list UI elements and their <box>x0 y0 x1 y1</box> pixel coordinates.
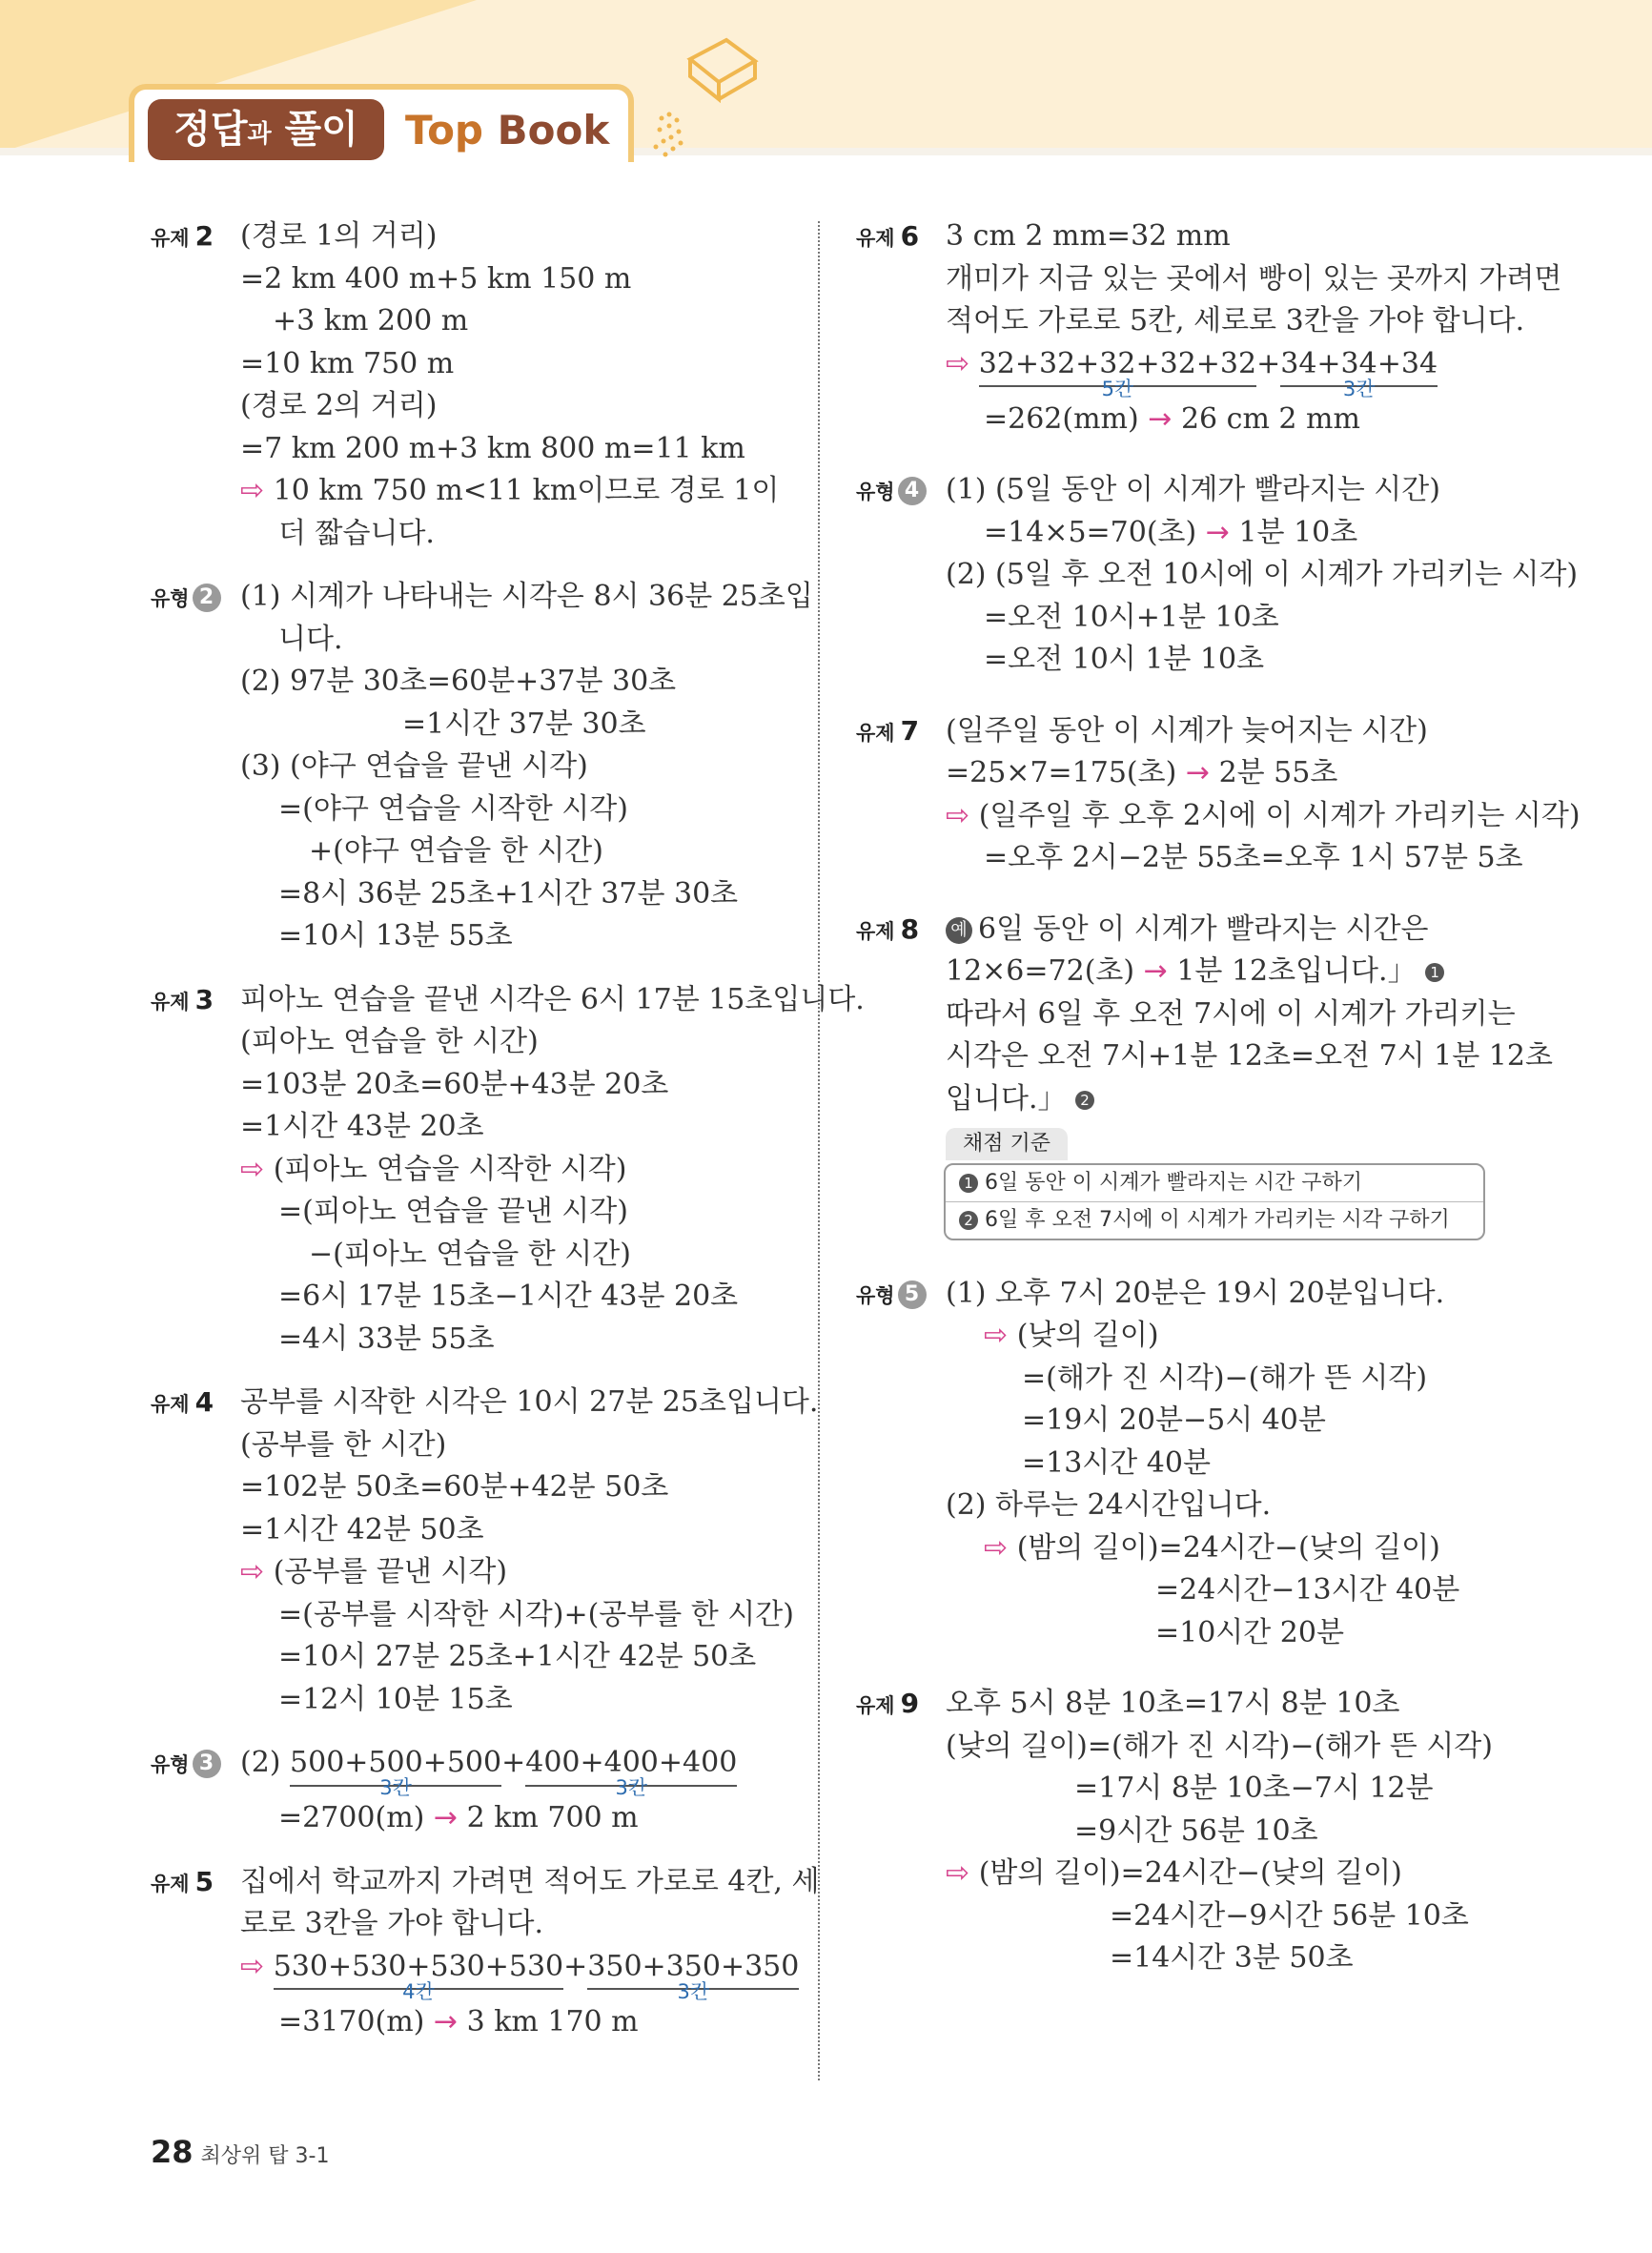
solution-line: 예 6일 동안 이 시계가 빨라지는 시간은 <box>946 909 1523 952</box>
problem-yuje-3 <box>151 979 865 1362</box>
conclusion-line: ⇨ (일주일 후 오후 2시에 이 시계가 가리키는 시각) <box>946 798 1581 832</box>
problem-yuje-4 <box>151 1382 819 1721</box>
conclusion-line: ⇨ (밤의 길이)=24시간−(낮의 길이) <box>946 1856 1402 1890</box>
solution-line: =103분 20초=60분+43분 20초 <box>240 1067 669 1101</box>
solution-line: =1시간 43분 20초 <box>240 1110 484 1143</box>
dots-decoration-icon <box>631 105 688 162</box>
problem-label: 유제 3 <box>151 983 214 1015</box>
solution-line: =102분 50초=60분+42분 50초 <box>240 1470 669 1504</box>
arrow-right-icon: ⇨ <box>946 346 970 380</box>
result-line: =2700(m) → 2 km 700 m <box>278 1801 639 1834</box>
problem-label: 유제 7 <box>856 714 920 747</box>
solution-line: +3 km 200 m <box>273 304 469 338</box>
solution-line: (3) (야구 연습을 끝낸 시각) <box>240 749 588 783</box>
column-divider <box>818 221 820 2080</box>
arrow-right-icon: ⇨ <box>240 1555 265 1588</box>
conclusion-line: =14시간 3분 50초 <box>1110 1941 1354 1975</box>
solution-line: (2) 하루는 24시간입니다. <box>946 1488 1272 1522</box>
problem-label: 유형 2 <box>151 576 221 621</box>
problem-label: 유제 4 <box>151 1386 214 1418</box>
arrow-right-icon: → <box>1148 401 1173 436</box>
conclusion-line: =4시 33분 55초 <box>278 1321 495 1356</box>
conclusion-line: =오후 2시−2분 55초=오후 1시 57분 5초 <box>984 841 1523 874</box>
conclusion-line: =24시간−9시간 56분 10초 <box>1110 1898 1469 1933</box>
solution-line: =10시 13분 55초 <box>278 919 513 952</box>
conclusion-line: ⇨ (낮의 길이) <box>984 1319 1159 1352</box>
solution-line: =1시간 37분 30초 <box>402 707 646 741</box>
conclusion-line: =24시간−13시간 40분 <box>1155 1573 1460 1607</box>
example-badge: 예 <box>946 917 972 944</box>
sum-line: (2) 500+500+500 3칸 +400+400+400 3칸 <box>240 1742 799 1797</box>
solution-line: 니다. <box>278 622 343 656</box>
count-note: 3칸 <box>615 1776 648 1799</box>
solution-line: =8시 36분 25초+1시간 37분 30초 <box>278 876 739 911</box>
conclusion-line: =19시 20분−5시 40분 <box>1022 1403 1326 1437</box>
solution-line: =2 km 400 m+5 km 150 m <box>240 261 632 296</box>
arrow-right-icon: ⇨ <box>984 1530 1009 1565</box>
count-note: 3칸 <box>677 1979 710 2003</box>
solution-line: (1) 시계가 나타내는 시각은 8시 36분 25초입 <box>240 580 813 613</box>
underlined-group: 530+530+530+530 4칸 <box>274 1946 563 1991</box>
problem-yuje-7 <box>856 710 1581 880</box>
problem-label: 유제 6 <box>856 220 920 252</box>
solution-line: (피아노 연습을 한 시간) <box>240 1025 539 1058</box>
grading-criteria-tag: 채점 기준 <box>946 1128 1068 1160</box>
problem-yuje-5 <box>151 1861 820 2044</box>
page-number: 28 <box>151 2134 194 2170</box>
conclusion-line: =10시간 20분 <box>1155 1615 1344 1649</box>
problem-yuhyeong-3 <box>151 1742 799 1840</box>
step-marker-2: 2 <box>1075 1091 1094 1110</box>
arrow-right-icon: → <box>433 1801 459 1834</box>
conclusion-line: =12시 10분 15초 <box>278 1682 513 1716</box>
solution-line: 3 cm 2 mm=32 mm <box>946 219 1231 253</box>
count-note: 3칸 <box>379 1776 412 1799</box>
solution-line: 적어도 가로로 5칸, 세로로 3칸을 가야 합니다. <box>946 304 1525 338</box>
conclusion-line: =13시간 40분 <box>1022 1445 1211 1480</box>
solution-line: 시각은 오전 7시+1분 12초=오전 7시 1분 12초 <box>946 1039 1553 1073</box>
solution-line: 입니다.」 2 <box>946 1078 1523 1121</box>
arrow-right-icon: ⇨ <box>240 1949 265 1983</box>
left-column <box>151 215 865 2043</box>
problem-label: 유형 5 <box>856 1273 927 1318</box>
solution-line: =1시간 42분 50초 <box>240 1512 484 1546</box>
solution-line: (낮의 길이)=(해가 진 시각)−(해가 뜬 시각) <box>946 1729 1493 1763</box>
arrow-right-icon: → <box>1143 954 1168 988</box>
solution-line: (공부를 한 시간) <box>240 1427 447 1462</box>
problem-yuhyeong-2 <box>151 576 813 958</box>
underlined-group: 32+32+32+32+32 5칸 <box>979 343 1256 388</box>
problem-label: 유제 2 <box>151 220 214 252</box>
conclusion-line: 더 짧습니다. <box>278 516 435 550</box>
solution-line: 로로 3칸을 가야 합니다. <box>240 1907 544 1940</box>
solution-line: 따라서 6일 후 오전 7시에 이 시계가 가리키는 <box>946 996 1516 1031</box>
problem-yuje-6 <box>856 215 1562 440</box>
arrow-right-icon: → <box>1205 515 1230 549</box>
section-title: 정답과 풀이 <box>148 99 384 160</box>
arrow-right-icon: → <box>433 2004 459 2038</box>
problem-yuhyeong-5 <box>856 1273 1523 1655</box>
count-note: 4칸 <box>402 1979 435 2003</box>
solution-line: =10 km 750 m <box>240 346 455 380</box>
underlined-group: 400+400+400 3칸 <box>525 1742 737 1787</box>
underlined-group: 34+34+34 3칸 <box>1280 343 1438 388</box>
problem-yuhyeong-4 <box>856 469 1579 682</box>
result-line: =3170(m) → 3 km 170 m <box>278 2004 639 2038</box>
conclusion-line: =(피아노 연습을 끝낸 시각) <box>278 1195 628 1228</box>
arrow-right-icon: ⇨ <box>240 474 265 507</box>
solution-line: (일주일 동안 이 시계가 늦어지는 시간) <box>946 713 1428 748</box>
solution-line: (2) (5일 후 오전 10시에 이 시계가 가리키는 시각) <box>946 558 1579 591</box>
solution-line: 오후 5시 8분 10초=17시 8분 10초 <box>946 1687 1400 1720</box>
conclusion-line: ⇨ 10 km 750 m<11 km이므로 경로 1이 <box>240 474 780 507</box>
underlined-group: 350+350+350 3칸 <box>587 1946 799 1991</box>
arrow-right-icon: ⇨ <box>946 798 970 832</box>
book-title: 최상위 탑 3-1 <box>200 2144 330 2168</box>
problem-yuje-8 <box>856 909 1553 1240</box>
arrow-right-icon: ⇨ <box>946 1856 970 1890</box>
solution-line: 피아노 연습을 끝낸 시각은 6시 17분 15초입니다. <box>240 982 865 1016</box>
arrow-right-icon: ⇨ <box>984 1319 1009 1352</box>
result-line: =262(mm) → 26 cm 2 mm <box>984 401 1360 436</box>
solution-line: =7 km 200 m+3 km 800 m=11 km <box>240 431 745 465</box>
solution-line: (경로 1의 거리) <box>240 219 438 253</box>
conclusion-line: ⇨ (공부를 끝낸 시각) <box>240 1555 508 1588</box>
solution-line: =14×5=70(초) → 1분 10초 <box>984 515 1358 549</box>
solution-line: 개미가 지금 있는 곳에서 빵이 있는 곳까지 가려면 <box>946 261 1562 296</box>
sum-line: ⇨ 530+530+530+530 4칸 +350+350+350 3칸 <box>240 1946 799 2001</box>
grading-item: 1 6일 동안 이 시계가 빨라지는 시간 구하기 <box>946 1165 1483 1201</box>
solution-line: (1) 오후 7시 20분은 19시 20분입니다. <box>946 1276 1445 1310</box>
arrow-right-icon: ⇨ <box>240 1152 265 1186</box>
solution-line: (2) 97분 30초=60분+37분 30초 <box>240 665 677 698</box>
arrow-right-icon: → <box>1185 756 1211 789</box>
problem-yuje-2 <box>151 215 799 555</box>
step-marker-1: 1 <box>1425 963 1444 982</box>
grading-item: 2 6일 후 오전 7시에 이 시계가 가리키는 시각 구하기 <box>946 1201 1483 1239</box>
problem-yuje-9 <box>856 1683 1523 1980</box>
solution-line: =25×7=175(초) → 2분 55초 <box>946 756 1338 789</box>
conclusion-line: ⇨ (피아노 연습을 시작한 시각) <box>240 1152 627 1186</box>
solution-line: =오전 10시 1분 10초 <box>984 643 1265 676</box>
count-note: 3칸 <box>1342 377 1376 400</box>
conclusion-line: =10시 27분 25초+1시간 42분 50초 <box>278 1640 757 1673</box>
solution-line: 공부를 시작한 시각은 10시 27분 25초입니다. <box>240 1385 819 1419</box>
solution-line: +(야구 연습을 한 시간) <box>309 834 603 868</box>
brand-title: Top Book <box>405 107 610 154</box>
solution-line: 집에서 학교까지 가려면 적어도 가로로 4칸, 세 <box>240 1864 820 1898</box>
solution-line: 12×6=72(초) → 1분 12초입니다.」 1 <box>946 951 1523 993</box>
conclusion-line: ⇨ (밤의 길이)=24시간−(낮의 길이) <box>984 1530 1440 1565</box>
problem-label: 유형 4 <box>856 469 927 514</box>
solution-line: (경로 2의 거리) <box>240 389 438 422</box>
book-icon <box>684 34 759 103</box>
solution-line: =(야구 연습을 시작한 시각) <box>278 791 628 826</box>
solution-line: =17시 8분 10초−7시 12분 <box>1074 1772 1434 1805</box>
sum-line: ⇨ 32+32+32+32+32 5칸 +34+34+34 3칸 <box>946 343 1523 399</box>
problem-label: 유제 5 <box>151 1865 214 1897</box>
problem-label: 유형 3 <box>151 1742 221 1787</box>
solution-line: (1) (5일 동안 이 시계가 빨라지는 시간) <box>946 473 1440 506</box>
page-footer <box>151 2134 329 2170</box>
grading-criteria-box <box>944 1163 1485 1240</box>
conclusion-line: =(해가 진 시각)−(해가 뜬 시각) <box>1022 1361 1428 1395</box>
count-note: 5칸 <box>1101 377 1134 400</box>
underlined-group: 500+500+500 3칸 <box>290 1742 501 1787</box>
conclusion-line: =(공부를 시작한 시각)+(공부를 한 시간) <box>278 1597 794 1631</box>
problem-label: 유제 8 <box>856 912 920 945</box>
solution-line: =9시간 56분 10초 <box>1074 1813 1318 1848</box>
right-column <box>856 215 1581 1980</box>
problem-label: 유제 9 <box>856 1688 920 1719</box>
conclusion-line: =6시 17분 15초−1시간 43분 20초 <box>278 1280 739 1313</box>
conclusion-line: −(피아노 연습을 한 시간) <box>309 1237 631 1271</box>
solution-line: =오전 10시+1분 10초 <box>984 600 1279 634</box>
